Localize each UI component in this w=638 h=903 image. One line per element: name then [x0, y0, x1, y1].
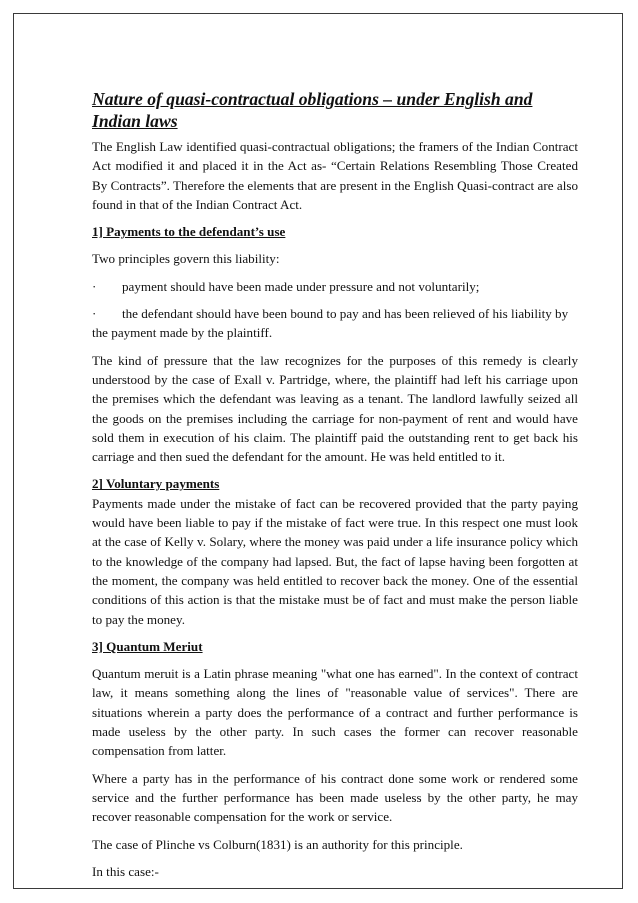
section-heading-voluntary: 2] Voluntary payments — [92, 476, 220, 492]
bullet-text: payment should have been made under pressure and not voluntarily; — [122, 278, 480, 294]
bullet-text: the defendant should have been bound to pay and has been relieved of his liability by the payment made by the plaintiff. — [92, 306, 569, 341]
section-heading-payments: 1] Payments to the defendant’s use — [92, 224, 286, 240]
section1-body: The kind of pressure that the law recognizes for the purposes of this remedy is clearly understood by the case of Exall v. Partridge, where, the plaintiff had left his carriage upon the premises which the defendant was leaving as a tenant. The landlord lawfully seized all the goods on the premises including the carriage for non-payment of rent and would have sold them in execution of his claim. The plaintiff paid the outstanding rent to get back his carriage and then sued the defendant for the amount. He was held entitled to it. — [92, 352, 578, 465]
section3-para4: In this case:- — [92, 863, 159, 879]
section2-body: Payments made under the mistake of fact can be recovered provided that the party paying would have been liable to pay if the mistake of fact were true. In this respect one must look at the case of Kelly v. Solary, where the money was paid under a life insurance policy which to the knowledge of the company had lapsed. But, the fact of lapse having been forgotten at the moment, the company was held entitled to recover back the money. One of the essential conditions of this action is that the mistake must be of fact and must make the person liable to pay the money. — [92, 495, 578, 627]
section3-para2: Where a party has in the performance of his contract done some work or rendered some service and the further performance has been made useless by the other party, he may recover reasonable compensation for the work or service. — [92, 770, 578, 825]
bullet-item — [92, 304, 578, 343]
bullet-mark: · — [92, 278, 97, 294]
bullet-item — [92, 277, 578, 296]
document-body — [92, 88, 578, 889]
section3-para1: Quantum meruit is a Latin phrase meaning "what one has earned". In the context of contract law, it means something along the lines of "reasonable value of services". There are situations wherein a party does the performance of a contract and further performance is made useless by the other party. In such cases the former can recover reasonable compensation from latter. — [92, 666, 578, 759]
page-border — [13, 13, 623, 889]
section-heading-quantum: 3] Quantum Meriut — [92, 638, 203, 654]
section1-lead: Two principles govern this liability: — [92, 251, 280, 267]
intro-paragraph: The English Law identified quasi-contractual obligations; the framers of the Indian Contract Act modified it and placed it in the Act as- “Certain Relations Resembling Those Created By Contracts”. Therefore the elements that are present in the English Quasi-contract are also found in that of the Indian Contract Act. — [92, 139, 578, 212]
document-title: Nature of quasi-contractual obligations – under English and Indian laws — [92, 89, 533, 131]
section3-para3: The case of Plinche vs Colburn(1831) is an authority for this principle. — [92, 836, 463, 852]
bullet-mark: · — [92, 306, 97, 322]
